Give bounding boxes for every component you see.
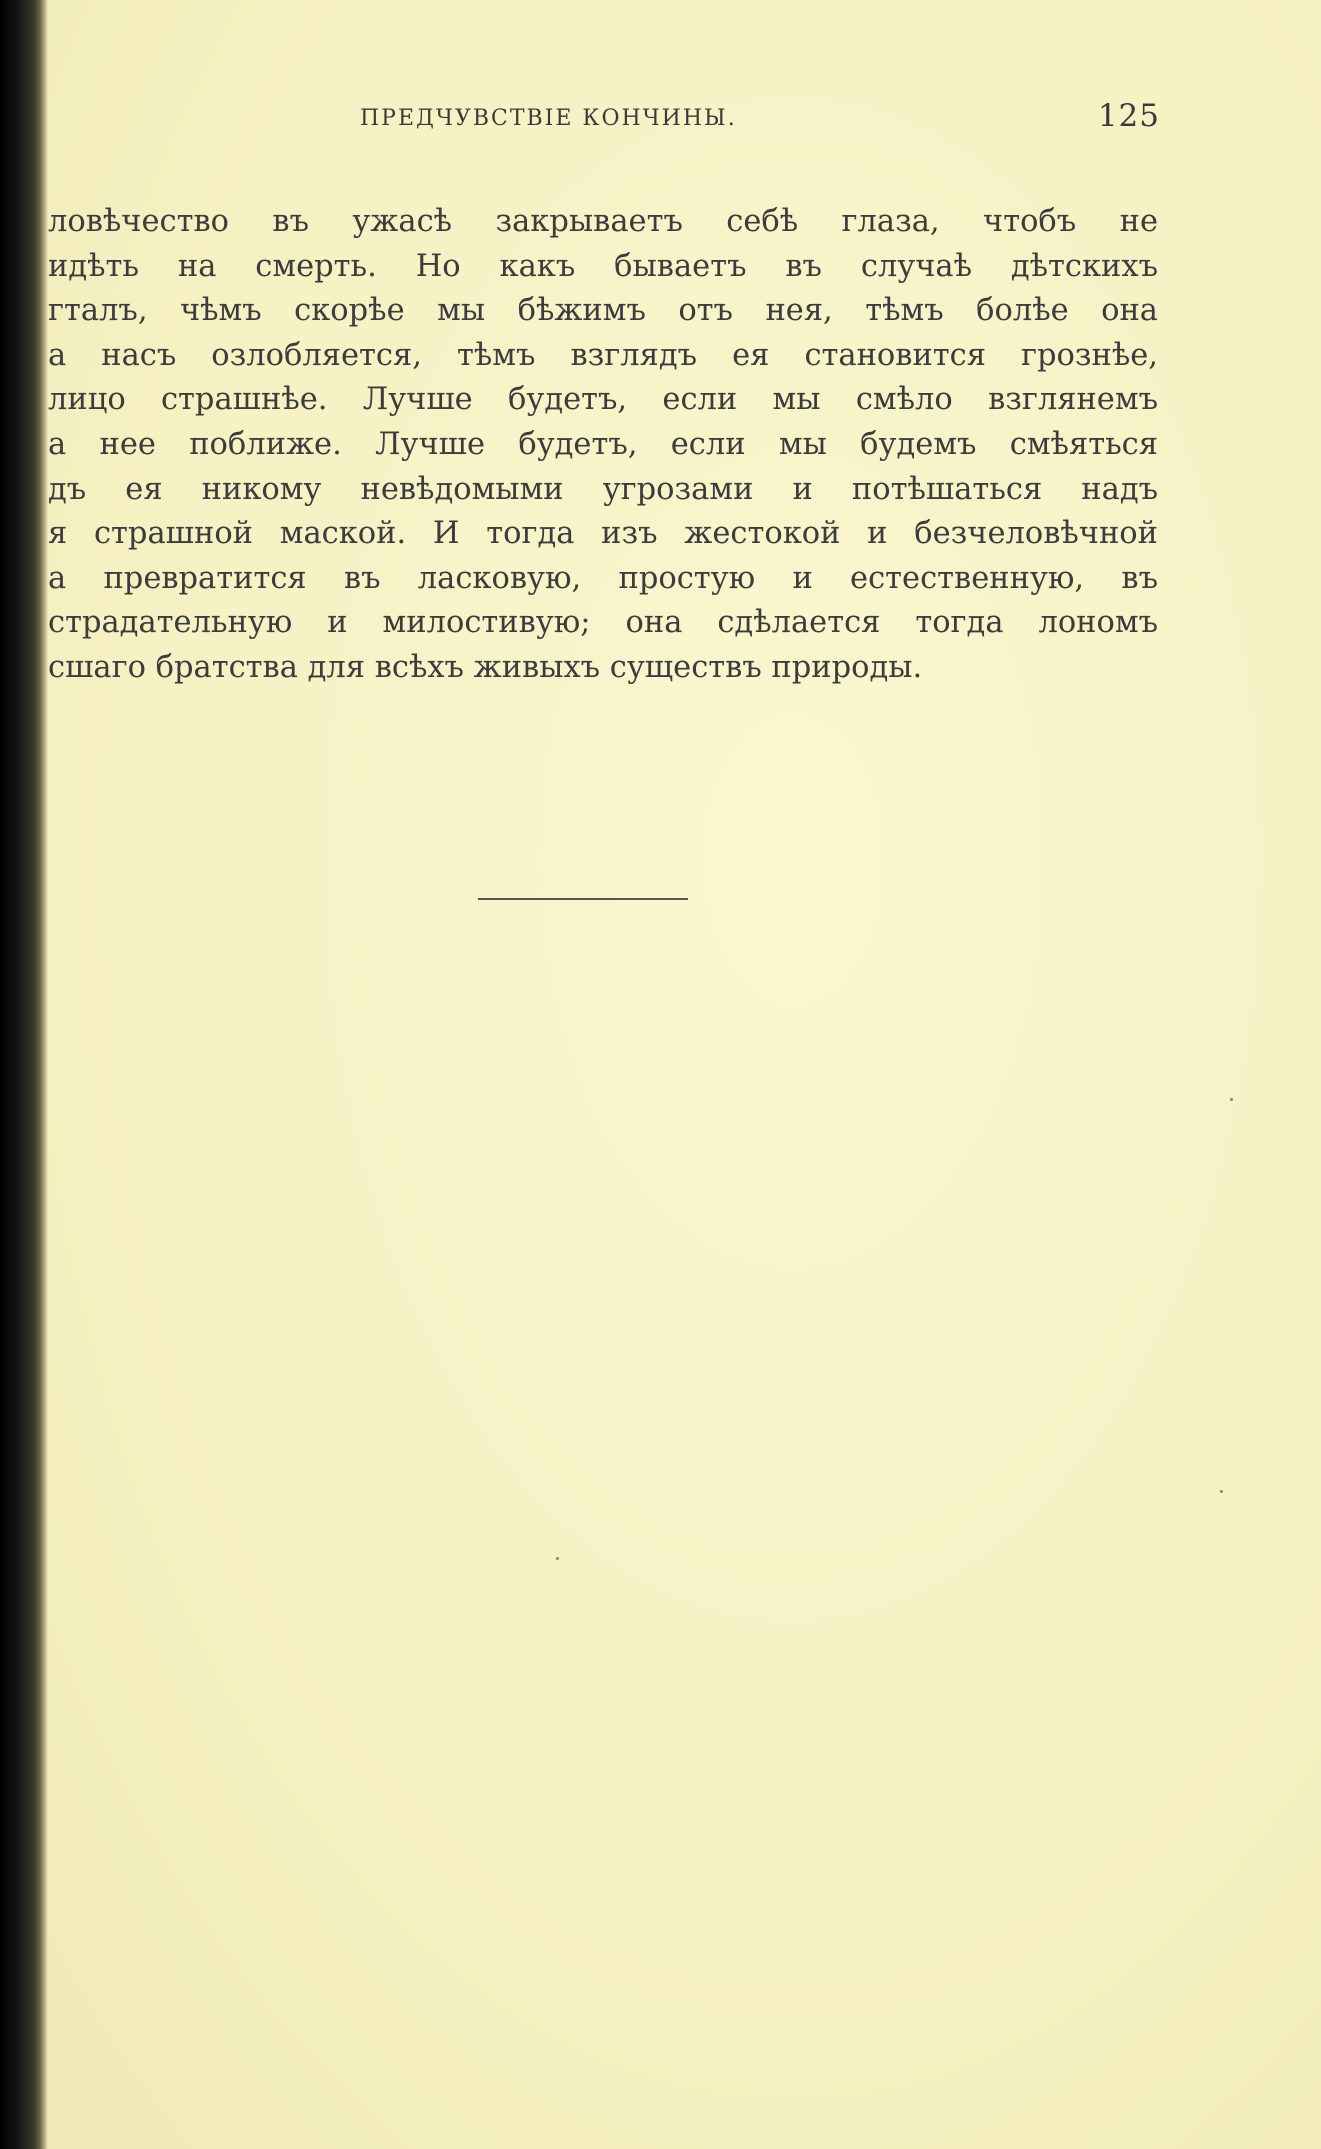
text-line: сшаго братства для всѣхъ живыхъ существъ природы. bbox=[48, 649, 923, 685]
text-line: а превратится въ ласковую, простую и естественную, въ bbox=[48, 560, 1158, 596]
book-spine-shadow bbox=[0, 0, 48, 2149]
paper-speck bbox=[556, 1557, 559, 1560]
running-title: ПРЕДЧУВСТВІЕ КОНЧИНЫ. bbox=[360, 106, 737, 131]
page-header bbox=[360, 98, 1160, 138]
text-line: лицо страшнѣе. Лучше будетъ, если мы смѣло взглянемъ bbox=[48, 382, 1158, 418]
section-end-rule bbox=[478, 898, 688, 900]
page-number: 125 bbox=[1097, 98, 1160, 134]
text-line: гталъ, чѣмъ скорѣе мы бѣжимъ отъ нея, тѣмъ болѣе она bbox=[48, 293, 1158, 329]
paper-speck bbox=[1220, 1490, 1223, 1493]
text-line: а нее поближе. Лучше будетъ, если мы будемъ смѣяться bbox=[48, 426, 1158, 462]
text-line: а насъ озлобляется, тѣмъ взглядъ ея становится грознѣе, bbox=[48, 337, 1158, 373]
text-line: я страшной маской. И тогда изъ жестокой и безчеловѣчной bbox=[48, 516, 1158, 552]
text-line: ловѣчество въ ужасѣ закрываетъ себѣ глаза, чтобъ не bbox=[48, 204, 1158, 239]
text-line: дъ ея никому невѣдомыми угрозами и потѣшаться надъ bbox=[48, 471, 1158, 507]
body-paragraph bbox=[48, 200, 1158, 691]
text-line: страдательную и милостивую; она сдѣлается тогда лономъ bbox=[48, 605, 1158, 641]
text-line: идѣть на смерть. Но какъ бываетъ въ случаѣ дѣтскихъ bbox=[48, 248, 1158, 284]
paper-speck bbox=[1230, 1098, 1233, 1101]
